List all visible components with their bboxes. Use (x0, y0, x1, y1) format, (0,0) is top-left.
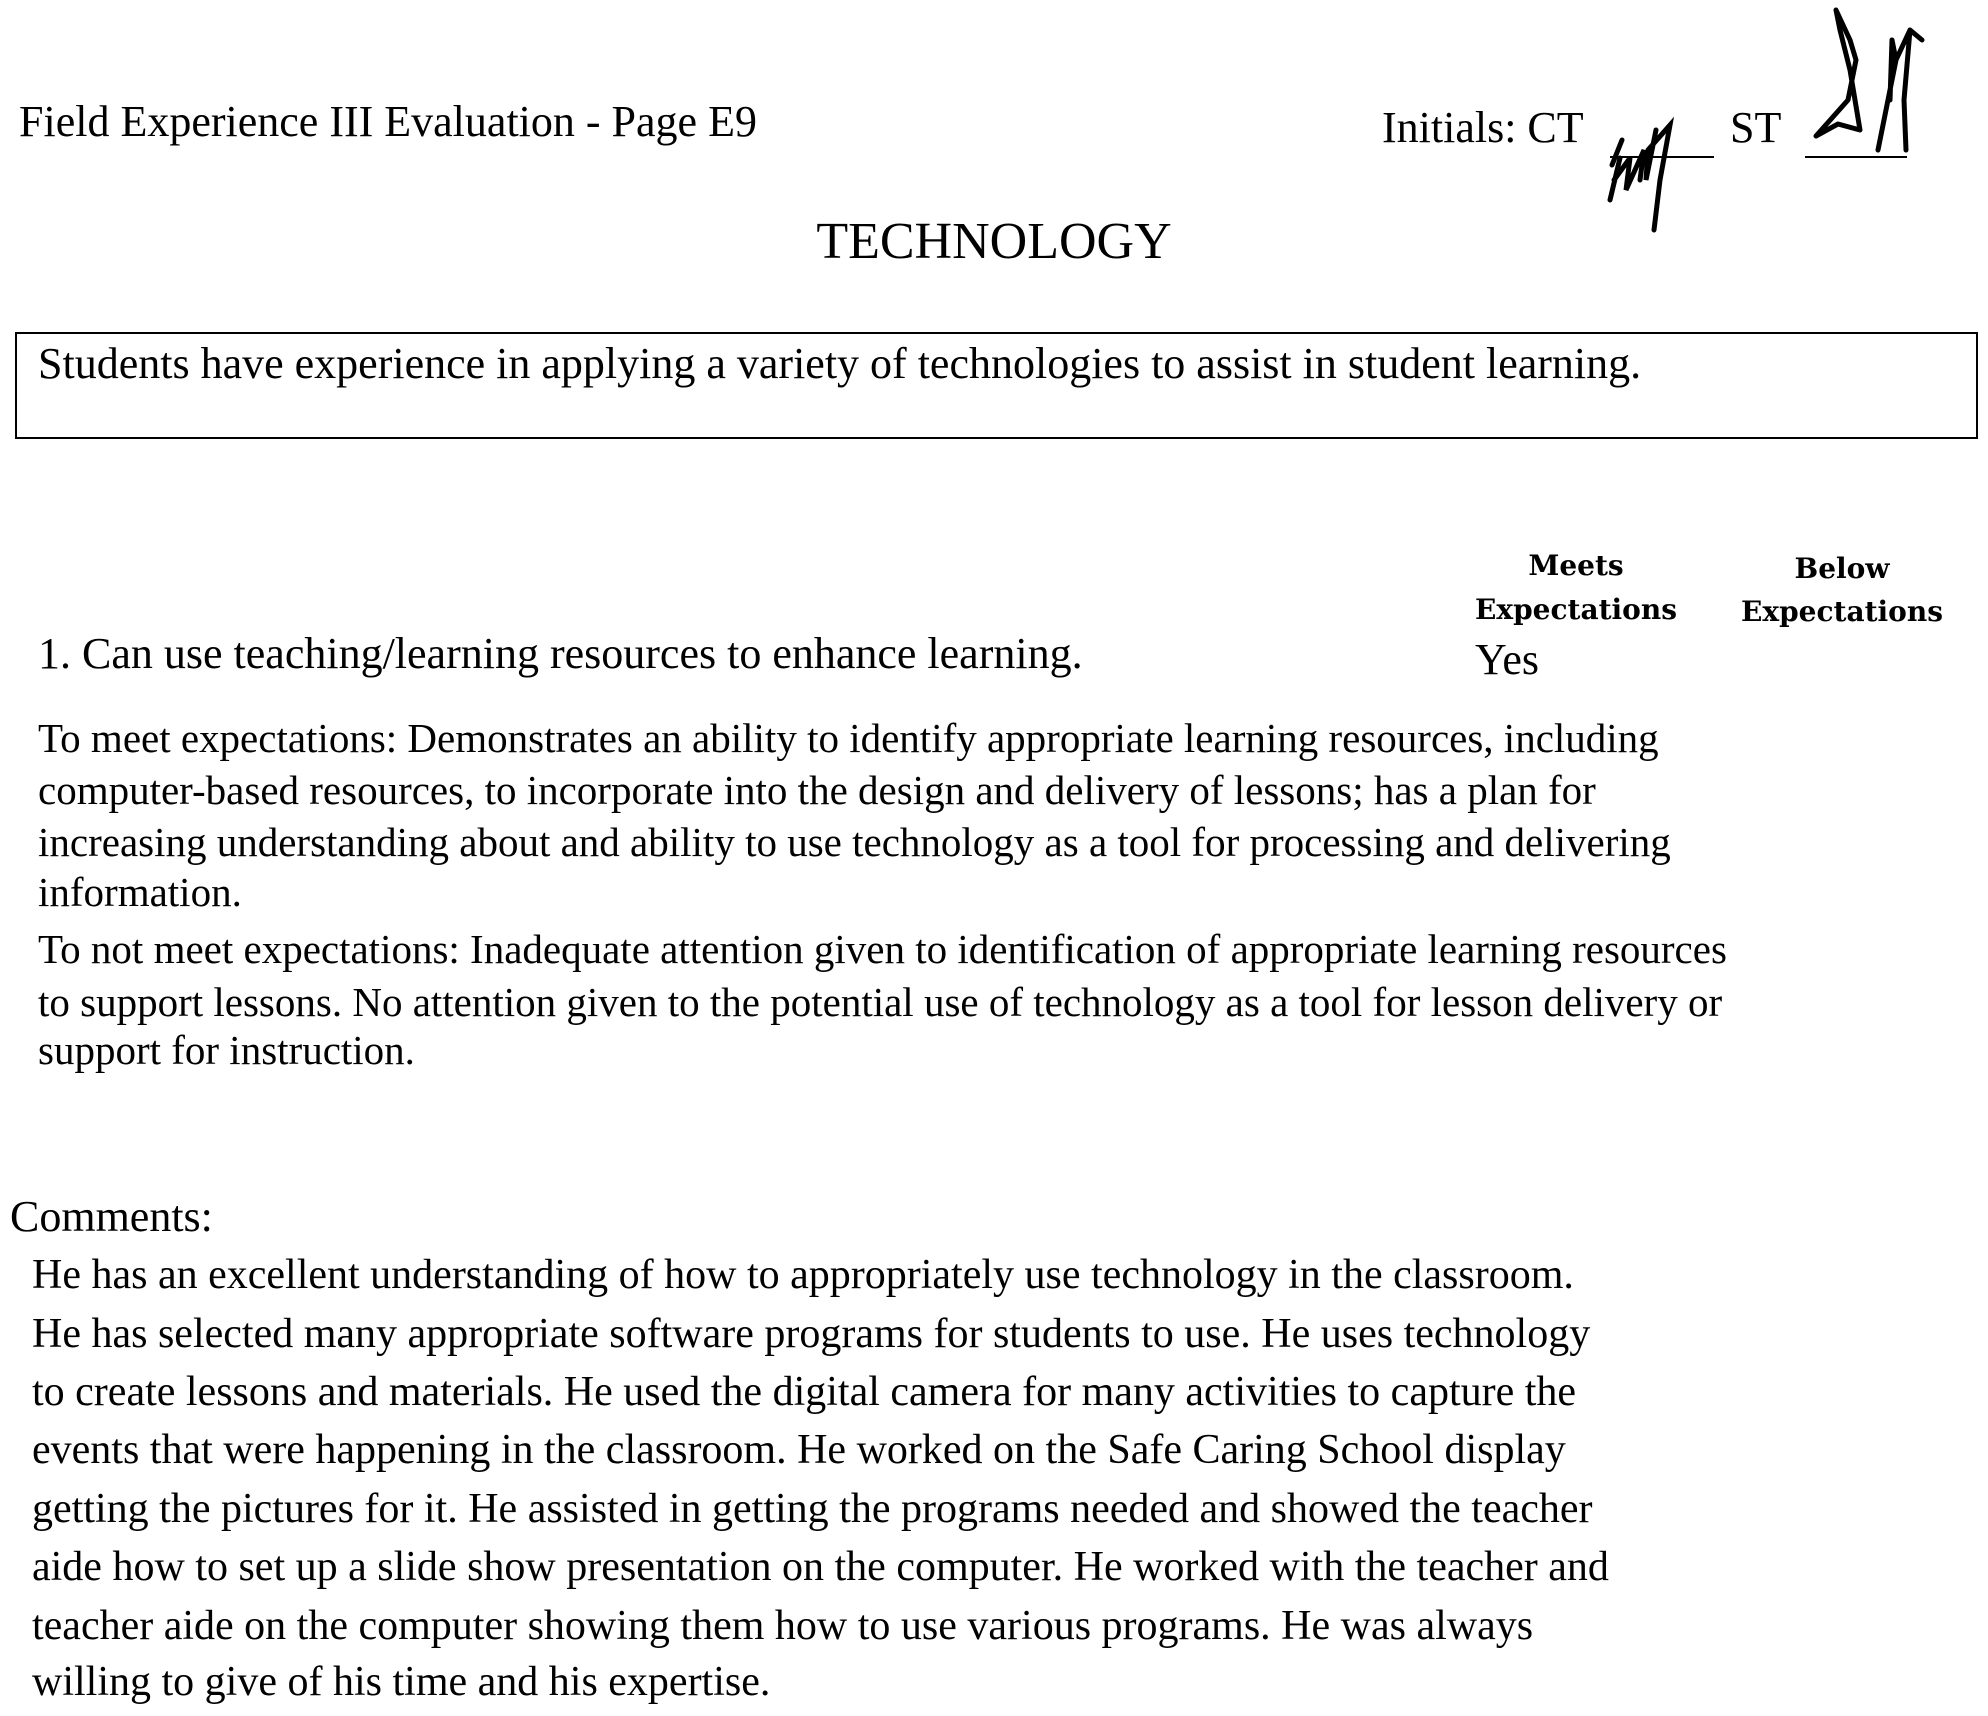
criteria-line: information. (38, 869, 242, 915)
criteria-line: support for instruction. (38, 1027, 415, 1073)
comment-line: He has selected many appropriate software programs for students to use. He uses technology (32, 1311, 1591, 1357)
criteria-line: To not meet expectations: Inadequate attention given to identification of appropriate learning resources (38, 926, 1727, 972)
ct-initials-signature (1600, 70, 1720, 240)
comment-line: teacher aide on the computer showing them how to use various programs. He was always (32, 1603, 1534, 1649)
comment-line: events that were happening in the classroom. He worked on the Safe Caring School display (32, 1427, 1566, 1473)
meets-header-1: Meets (1528, 549, 1624, 582)
comment-line: He has an excellent understanding of how to appropriately use technology in the classroom. (32, 1252, 1574, 1298)
criteria-line: increasing understanding about and ability to use technology as a tool for processing and delivering (38, 819, 1671, 865)
criteria-line: computer-based resources, to incorporate into the design and delivery of lessons; has a plan for (38, 767, 1596, 813)
criteria-line: To meet expectations: Demonstrates an ability to identify appropriate learning resources, including (38, 715, 1659, 761)
below-header-2: Expectations (1741, 595, 1943, 628)
criteria-line: to support lessons. No attention given to the potential use of technology as a tool for lesson delivery or (38, 979, 1723, 1025)
below-header-1: Below (1794, 552, 1890, 585)
comment-line: aide how to set up a slide show presentation on the computer. He worked with the teacher and (32, 1544, 1609, 1590)
initials-label: Initials: CT (1382, 103, 1584, 152)
standard-statement: Students have experience in applying a variety of technologies to assist in student learning. (38, 339, 1642, 388)
comment-line: getting the pictures for it. He assisted in getting the programs needed and showed the teacher (32, 1486, 1593, 1532)
st-initials-signature (1800, 0, 1940, 170)
meets-header-2: Expectations (1475, 593, 1677, 626)
form-title: Field Experience III Evaluation - Page E9 (19, 97, 757, 146)
comment-line: to create lessons and materials. He used the digital camera for many activities to capture the (32, 1369, 1577, 1415)
comment-line: willing to give of his time and his expertise. (32, 1659, 771, 1705)
item-1-text: 1. Can use teaching/learning resources to enhance learning. (38, 629, 1083, 678)
item-1-meets-value: Yes (1475, 635, 1540, 684)
comments-label: Comments: (10, 1192, 213, 1241)
st-label: ST (1730, 103, 1782, 152)
section-title: TECHNOLOGY (816, 213, 1172, 270)
